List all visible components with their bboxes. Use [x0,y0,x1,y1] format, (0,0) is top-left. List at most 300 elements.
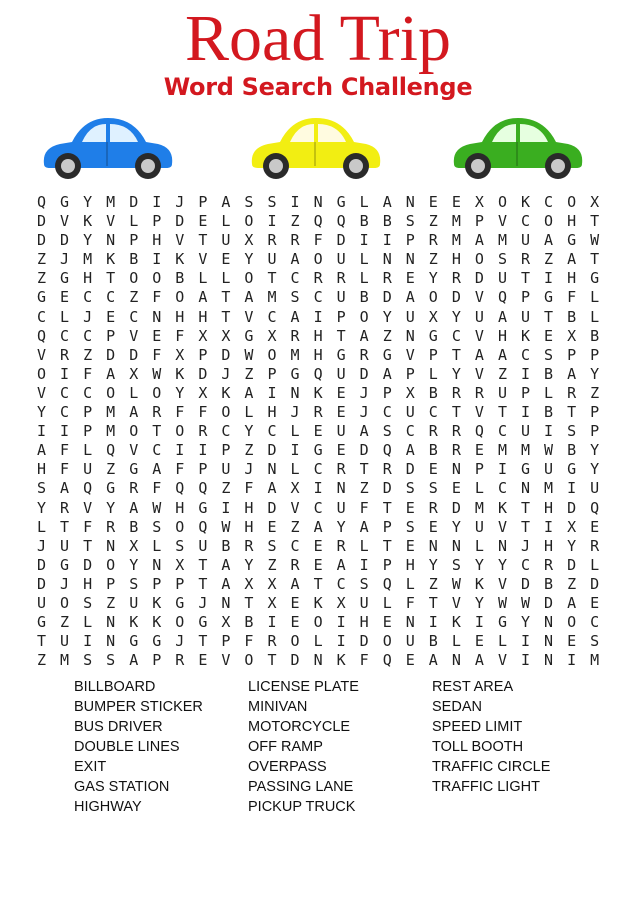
grid-letter[interactable]: M [267,288,277,307]
grid-letter[interactable]: T [106,269,116,288]
grid-letter[interactable]: S [37,479,47,498]
grid-letter[interactable]: R [382,460,392,479]
grid-letter[interactable]: C [290,269,300,288]
grid-letter[interactable]: H [567,269,577,288]
grid-letter[interactable]: V [474,403,484,422]
grid-letter[interactable]: L [198,269,208,288]
grid-letter[interactable]: C [497,479,507,498]
grid-letter[interactable]: A [267,479,277,498]
grid-letter[interactable]: D [336,231,346,250]
grid-letter[interactable]: P [267,364,277,383]
grid-letter[interactable]: R [175,651,185,670]
grid-letter[interactable]: X [267,593,277,612]
grid-letter[interactable]: I [37,422,47,441]
grid-letter[interactable]: T [152,422,162,441]
grid-letter[interactable]: D [520,574,531,593]
grid-letter[interactable]: G [129,632,139,651]
grid-letter[interactable]: I [83,632,93,651]
grid-letter[interactable]: L [313,632,323,651]
grid-letter[interactable]: L [359,269,369,288]
grid-letter[interactable]: Y [244,250,254,269]
grid-letter[interactable]: N [405,250,415,269]
grid-letter[interactable]: U [405,632,415,651]
grid-letter[interactable]: U [590,479,600,498]
grid-letter[interactable]: O [152,383,162,402]
grid-letter[interactable]: A [567,250,577,269]
grid-letter[interactable]: U [336,422,346,441]
grid-letter[interactable]: H [244,517,254,536]
grid-letter[interactable]: S [497,250,507,269]
grid-letter[interactable]: A [567,593,577,612]
grid-letter[interactable]: I [520,651,531,670]
grid-letter[interactable]: I [313,307,323,326]
grid-letter[interactable]: H [152,231,162,250]
grid-letter[interactable]: E [590,593,600,612]
grid-letter[interactable]: A [60,479,70,498]
grid-letter[interactable]: B [129,250,139,269]
grid-letter[interactable]: S [405,479,415,498]
grid-letter[interactable]: I [198,441,208,460]
grid-letter[interactable]: T [244,593,254,612]
grid-letter[interactable]: M [290,345,300,364]
grid-letter[interactable]: C [83,383,93,402]
grid-letter[interactable]: U [336,288,346,307]
grid-letter[interactable]: X [244,231,254,250]
grid-letter[interactable]: D [359,632,369,651]
grid-letter[interactable]: U [405,307,415,326]
grid-letter[interactable]: U [520,422,531,441]
grid-letter[interactable]: O [567,613,577,632]
grid-letter[interactable]: N [106,613,116,632]
grid-letter[interactable]: Z [221,479,231,498]
grid-letter[interactable]: T [198,555,208,574]
grid-letter[interactable]: S [83,651,93,670]
grid-letter[interactable]: C [313,498,323,517]
grid-letter[interactable]: B [221,536,231,555]
grid-letter[interactable]: X [221,326,231,345]
grid-letter[interactable]: D [567,555,577,574]
grid-letter[interactable]: Y [567,536,577,555]
grid-letter[interactable]: T [221,307,231,326]
grid-letter[interactable]: G [60,555,70,574]
grid-letter[interactable]: Z [290,212,300,231]
grid-letter[interactable]: G [37,288,47,307]
grid-letter[interactable]: V [106,212,116,231]
grid-letter[interactable]: Q [382,441,392,460]
grid-letter[interactable]: O [60,593,70,612]
grid-letter[interactable]: G [567,460,577,479]
grid-letter[interactable]: M [497,231,507,250]
grid-letter[interactable]: C [60,383,70,402]
grid-letter[interactable]: V [175,231,185,250]
grid-letter[interactable]: L [359,193,369,211]
grid-letter[interactable]: X [290,479,300,498]
grid-letter[interactable]: O [175,288,185,307]
grid-letter[interactable]: J [244,460,254,479]
grid-letter[interactable]: W [152,364,162,383]
grid-letter[interactable]: N [451,460,461,479]
grid-letter[interactable]: M [83,250,93,269]
grid-letter[interactable]: Q [106,441,116,460]
grid-letter[interactable]: I [175,441,185,460]
grid-letter[interactable]: U [497,269,507,288]
grid-letter[interactable]: R [428,498,438,517]
grid-letter[interactable]: A [129,651,139,670]
grid-letter[interactable]: N [106,536,116,555]
grid-letter[interactable]: Y [428,555,438,574]
grid-letter[interactable]: D [267,441,277,460]
grid-letter[interactable]: O [359,307,369,326]
grid-letter[interactable]: T [567,403,577,422]
grid-letter[interactable]: P [567,345,577,364]
grid-letter[interactable]: H [497,326,507,345]
grid-letter[interactable]: P [221,441,231,460]
grid-letter[interactable]: P [405,231,415,250]
grid-letter[interactable]: Y [83,231,93,250]
grid-letter[interactable]: R [382,269,392,288]
grid-letter[interactable]: F [152,345,162,364]
grid-letter[interactable]: O [244,212,254,231]
grid-letter[interactable]: G [60,269,70,288]
grid-letter[interactable]: G [313,441,323,460]
grid-letter[interactable]: M [474,498,484,517]
grid-letter[interactable]: R [244,536,254,555]
grid-letter[interactable]: Z [83,345,93,364]
grid-letter[interactable]: U [129,593,139,612]
grid-letter[interactable]: G [382,345,392,364]
grid-letter[interactable]: G [175,593,185,612]
grid-letter[interactable]: T [198,632,208,651]
grid-letter[interactable]: I [544,269,554,288]
grid-letter[interactable]: I [152,250,162,269]
grid-letter[interactable]: S [152,517,162,536]
grid-letter[interactable]: T [83,536,93,555]
grid-letter[interactable]: B [359,288,369,307]
grid-letter[interactable]: V [497,651,507,670]
grid-letter[interactable]: J [60,574,70,593]
grid-letter[interactable]: K [313,593,323,612]
grid-letter[interactable]: E [451,193,461,211]
grid-letter[interactable]: W [520,593,531,612]
grid-letter[interactable]: W [497,593,507,612]
grid-letter[interactable]: K [221,383,231,402]
grid-letter[interactable]: K [175,364,185,383]
grid-letter[interactable]: E [474,632,484,651]
grid-letter[interactable]: I [267,212,277,231]
grid-letter[interactable]: T [520,269,531,288]
grid-letter[interactable]: C [129,307,139,326]
grid-letter[interactable]: I [290,193,300,211]
grid-letter[interactable]: U [359,593,369,612]
grid-letter[interactable]: U [60,536,70,555]
grid-letter[interactable]: Y [451,517,461,536]
grid-letter[interactable]: E [428,193,438,211]
grid-letter[interactable]: Q [497,288,507,307]
grid-letter[interactable]: N [405,613,415,632]
grid-letter[interactable]: R [567,383,577,402]
grid-letter[interactable]: O [290,632,300,651]
grid-letter[interactable]: I [290,441,300,460]
grid-letter[interactable]: H [313,345,323,364]
grid-letter[interactable]: X [175,555,185,574]
grid-letter[interactable]: S [290,288,300,307]
grid-letter[interactable]: V [497,212,507,231]
grid-letter[interactable]: K [83,212,93,231]
grid-letter[interactable]: A [474,231,484,250]
grid-letter[interactable]: J [359,383,369,402]
grid-letter[interactable]: Y [244,555,254,574]
grid-letter[interactable]: E [313,422,323,441]
grid-letter[interactable]: B [544,574,554,593]
grid-letter[interactable]: P [175,574,185,593]
grid-letter[interactable]: Y [129,555,139,574]
grid-letter[interactable]: T [590,250,600,269]
grid-letter[interactable]: R [60,345,70,364]
grid-letter[interactable]: V [60,212,70,231]
grid-letter[interactable]: D [359,441,369,460]
grid-letter[interactable]: I [567,651,577,670]
grid-letter[interactable]: C [520,212,531,231]
grid-letter[interactable]: L [83,613,93,632]
grid-letter[interactable]: D [37,574,47,593]
grid-letter[interactable]: V [221,651,231,670]
grid-letter[interactable]: Y [83,193,93,211]
grid-letter[interactable]: L [152,536,162,555]
grid-letter[interactable]: I [336,613,346,632]
grid-letter[interactable]: U [520,307,531,326]
grid-letter[interactable]: W [451,574,461,593]
grid-letter[interactable]: E [336,441,346,460]
grid-letter[interactable]: A [152,460,162,479]
grid-letter[interactable]: Q [83,479,93,498]
grid-letter[interactable]: F [83,364,93,383]
grid-letter[interactable]: A [544,231,554,250]
grid-letter[interactable]: X [129,364,139,383]
grid-letter[interactable]: T [267,269,277,288]
grid-letter[interactable]: R [290,231,300,250]
grid-letter[interactable]: G [60,193,70,211]
grid-letter[interactable]: A [405,288,415,307]
grid-letter[interactable]: R [290,555,300,574]
grid-letter[interactable]: O [267,345,277,364]
grid-letter[interactable]: E [544,326,554,345]
grid-letter[interactable]: T [544,307,554,326]
grid-letter[interactable]: H [405,555,415,574]
grid-letter[interactable]: J [359,403,369,422]
grid-letter[interactable]: Z [106,460,116,479]
grid-letter[interactable]: N [405,326,415,345]
grid-letter[interactable]: Y [474,555,484,574]
grid-letter[interactable]: I [313,479,323,498]
grid-letter[interactable]: N [382,250,392,269]
grid-letter[interactable]: A [382,364,392,383]
grid-letter[interactable]: R [520,250,531,269]
grid-letter[interactable]: P [83,403,93,422]
grid-letter[interactable]: P [474,460,484,479]
grid-letter[interactable]: E [267,517,277,536]
grid-letter[interactable]: G [129,460,139,479]
grid-letter[interactable]: H [313,326,323,345]
grid-letter[interactable]: C [336,574,346,593]
grid-letter[interactable]: R [590,536,600,555]
grid-letter[interactable]: A [244,288,254,307]
grid-letter[interactable]: P [520,288,531,307]
grid-letter[interactable]: W [244,345,254,364]
grid-letter[interactable]: D [267,498,277,517]
grid-letter[interactable]: B [567,441,577,460]
grid-letter[interactable]: V [290,498,300,517]
grid-letter[interactable]: Q [313,364,323,383]
grid-letter[interactable]: A [290,250,300,269]
grid-letter[interactable]: A [497,345,507,364]
grid-letter[interactable]: D [37,231,47,250]
grid-letter[interactable]: E [60,288,70,307]
grid-letter[interactable]: S [267,193,277,211]
grid-letter[interactable]: T [221,288,231,307]
grid-letter[interactable]: T [497,403,507,422]
grid-letter[interactable]: H [544,536,554,555]
grid-letter[interactable]: G [520,460,531,479]
grid-letter[interactable]: B [129,517,139,536]
grid-letter[interactable]: A [359,326,369,345]
grid-letter[interactable]: B [175,269,185,288]
grid-letter[interactable]: K [313,383,323,402]
grid-letter[interactable]: N [152,555,162,574]
grid-letter[interactable]: R [313,269,323,288]
grid-letter[interactable]: R [313,403,323,422]
grid-letter[interactable]: T [359,460,369,479]
grid-letter[interactable]: O [497,193,507,211]
grid-letter[interactable]: V [474,288,484,307]
grid-letter[interactable]: M [520,441,531,460]
grid-letter[interactable]: Z [37,651,47,670]
grid-letter[interactable]: A [37,441,47,460]
grid-letter[interactable]: B [428,383,438,402]
grid-letter[interactable]: U [267,250,277,269]
grid-letter[interactable]: R [544,555,554,574]
grid-letter[interactable]: Z [244,364,254,383]
grid-letter[interactable]: U [520,231,531,250]
grid-letter[interactable]: A [290,307,300,326]
grid-letter[interactable]: C [382,403,392,422]
grid-letter[interactable]: W [152,498,162,517]
grid-letter[interactable]: V [83,498,93,517]
grid-letter[interactable]: M [497,441,507,460]
grid-letter[interactable]: B [544,364,554,383]
grid-letter[interactable]: I [221,498,231,517]
grid-letter[interactable]: E [336,403,346,422]
grid-letter[interactable]: B [359,212,369,231]
grid-letter[interactable]: D [451,498,461,517]
grid-letter[interactable]: C [267,422,277,441]
grid-letter[interactable]: Y [474,593,484,612]
grid-letter[interactable]: L [590,288,600,307]
grid-letter[interactable]: L [221,269,231,288]
grid-letter[interactable]: R [290,326,300,345]
grid-letter[interactable]: Z [382,326,392,345]
grid-letter[interactable]: L [497,632,507,651]
grid-letter[interactable]: X [267,326,277,345]
grid-letter[interactable]: O [313,250,323,269]
grid-letter[interactable]: X [244,574,254,593]
grid-letter[interactable]: N [313,651,323,670]
grid-letter[interactable]: H [198,307,208,326]
grid-letter[interactable]: N [152,307,162,326]
grid-letter[interactable]: A [221,555,231,574]
grid-letter[interactable]: L [544,383,554,402]
grid-letter[interactable]: C [313,460,323,479]
grid-letter[interactable]: R [451,383,461,402]
grid-letter[interactable]: D [83,555,93,574]
grid-letter[interactable]: G [497,613,507,632]
grid-letter[interactable]: L [474,536,484,555]
grid-letter[interactable]: F [567,288,577,307]
grid-letter[interactable]: T [198,231,208,250]
grid-letter[interactable]: Q [198,479,208,498]
grid-letter[interactable]: X [405,383,415,402]
grid-letter[interactable]: Q [474,422,484,441]
grid-letter[interactable]: U [336,498,346,517]
grid-letter[interactable]: S [175,536,185,555]
grid-letter[interactable]: B [428,632,438,651]
grid-letter[interactable]: E [428,460,438,479]
grid-letter[interactable]: O [244,269,254,288]
grid-letter[interactable]: I [267,383,277,402]
grid-letter[interactable]: X [198,326,208,345]
grid-letter[interactable]: U [474,307,484,326]
grid-letter[interactable]: Y [106,498,116,517]
grid-letter[interactable]: I [474,613,484,632]
grid-letter[interactable]: B [382,212,392,231]
grid-letter[interactable]: F [83,517,93,536]
grid-letter[interactable]: P [405,364,415,383]
grid-letter[interactable]: D [290,651,300,670]
grid-letter[interactable]: I [520,632,531,651]
grid-letter[interactable]: D [221,345,231,364]
grid-letter[interactable]: B [544,403,554,422]
grid-letter[interactable]: N [497,536,507,555]
grid-letter[interactable]: L [60,307,70,326]
grid-letter[interactable]: C [221,422,231,441]
grid-letter[interactable]: J [520,536,531,555]
grid-letter[interactable]: Q [198,517,208,536]
grid-letter[interactable]: X [567,326,577,345]
grid-letter[interactable]: C [428,403,438,422]
grid-letter[interactable]: M [106,193,116,211]
grid-letter[interactable]: E [405,651,415,670]
grid-letter[interactable]: L [590,307,600,326]
grid-letter[interactable]: P [474,212,484,231]
grid-letter[interactable]: R [451,441,461,460]
grid-letter[interactable]: U [336,250,346,269]
grid-letter[interactable]: V [37,383,47,402]
grid-letter[interactable]: D [567,498,577,517]
grid-letter[interactable]: C [60,326,70,345]
grid-letter[interactable]: R [106,517,116,536]
grid-letter[interactable]: E [152,326,162,345]
grid-letter[interactable]: I [152,193,162,211]
grid-letter[interactable]: N [451,651,461,670]
grid-letter[interactable]: S [267,536,277,555]
grid-letter[interactable]: Y [336,517,346,536]
grid-letter[interactable]: T [37,632,47,651]
grid-letter[interactable]: P [152,574,162,593]
grid-letter[interactable]: E [567,632,577,651]
grid-letter[interactable]: F [244,479,254,498]
grid-letter[interactable]: M [451,212,461,231]
grid-letter[interactable]: G [336,193,346,211]
grid-letter[interactable]: E [221,250,231,269]
